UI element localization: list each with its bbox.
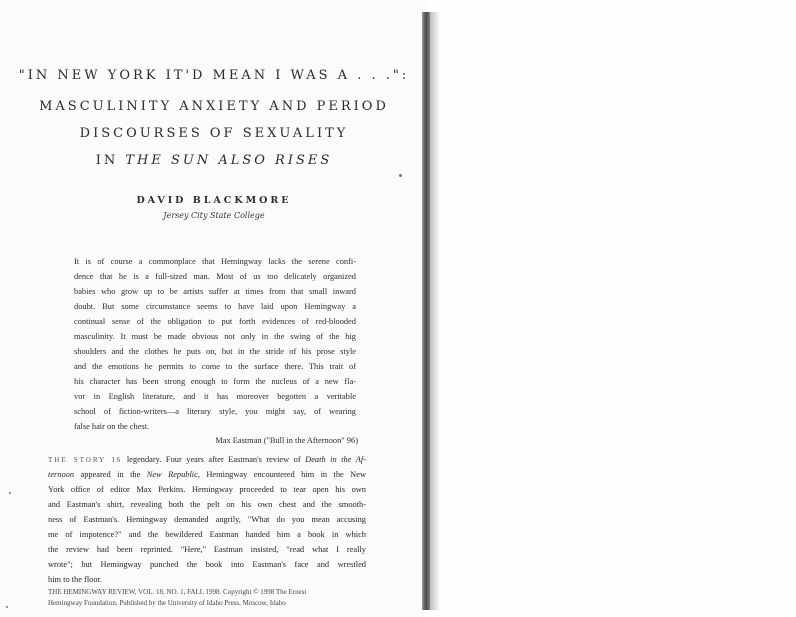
epigraph-line: vor in English literature, and it has moreover begotten a veritable <box>74 392 356 401</box>
title-book-name: THE SUN ALSO RISES <box>125 153 333 168</box>
body-text: appeared in the <box>74 470 147 479</box>
body-text: Hemingway encountered him in the New <box>199 470 366 479</box>
epigraph-attribution: Max Eastman ("Bull in the Afternoon" 96) <box>215 436 358 445</box>
body-text: legendary. Four years after Eastman's review of <box>122 455 306 464</box>
lead-in-smallcaps: THE STORY IS <box>48 456 123 464</box>
magazine-title-italic: New Republic, <box>146 470 200 479</box>
epigraph-line: school of fiction-writers—a literary style, you might say, of wearing <box>74 407 356 416</box>
article-title-line-3: DISCOURSES OF SEXUALITY <box>79 126 349 141</box>
epigraph-line: continual sense of the obligation to put forth evidences of red-blooded <box>74 317 356 326</box>
article-title-line-4 <box>0 153 428 168</box>
epigraph-line: doubt. But some circumstance seems to have laid upon Hemingway a <box>74 302 356 311</box>
body-line: and Eastman's shirt, revealing both the pelt on his own chest and the smooth- <box>48 500 366 509</box>
book-title-italic: Death in the Af- <box>305 455 366 464</box>
gutter-shadow <box>430 12 440 610</box>
body-line: ness of Eastman's. Hemingway demanded angrily, "What do you mean accusing <box>48 515 366 524</box>
article-title-line-1: "IN NEW YORK IT'D MEAN I WAS A . . .": <box>18 68 410 83</box>
epigraph-line: dence that he is a full-sized man. Most of us too delicately organized <box>74 272 356 281</box>
title-prefix: IN <box>95 153 119 168</box>
body-line <box>48 455 366 464</box>
copyright-footer-line: THE HEMINGWAY REVIEW, VOL. 18, NO. 1, FALL 1998. Copyright © 1998 The Ernest <box>48 588 307 596</box>
body-line: York office of editor Max Perkins. Hemingway proceeded to tear open his own <box>48 485 366 494</box>
right-page-blank <box>428 0 796 617</box>
author-affiliation: Jersey City State College <box>163 211 265 220</box>
epigraph-line: babies who grow up to be artists suffer at times from that small inward <box>74 287 356 296</box>
epigraph-line: It is of course a commonplace that Hemingway lacks the serene confi- <box>74 257 356 266</box>
body-line: the review had been reprinted. "Here," Eastman insisted, "read what I really <box>48 545 366 554</box>
epigraph-line: false hair on the chest. <box>74 422 150 431</box>
scan-speck <box>9 492 11 494</box>
epigraph-line: shoulders and the clothes he puts on, but in the stride of his prose style <box>74 347 356 356</box>
scan-speck <box>399 174 402 177</box>
body-line: wrote"; but Hemingway punched the book into Eastman's face and wrestled <box>48 560 366 569</box>
epigraph-line: and the emotions he permits to come to the surface there. This trait of <box>74 362 356 371</box>
scan-speck <box>6 606 8 608</box>
body-line: me of impotence?" and the bewildered Eastman handed him a book in which <box>48 530 366 539</box>
author-name: DAVID BLACKMORE <box>136 195 292 206</box>
copyright-footer-line: Hemingway Foundation. Published by the University of Idaho Press, Moscow, Idaho <box>48 599 286 607</box>
epigraph-line: masculinity. It must be made obvious not only in the swing of the big <box>74 332 356 341</box>
epigraph-line: his character has been strong enough to form the nucleus of a new fla- <box>74 377 356 386</box>
body-line <box>48 470 366 479</box>
article-title-line-2: MASCULINITY ANXIETY AND PERIOD <box>39 99 389 114</box>
book-title-italic: ternoon <box>48 470 75 479</box>
body-line: him to the floor. <box>48 575 102 584</box>
